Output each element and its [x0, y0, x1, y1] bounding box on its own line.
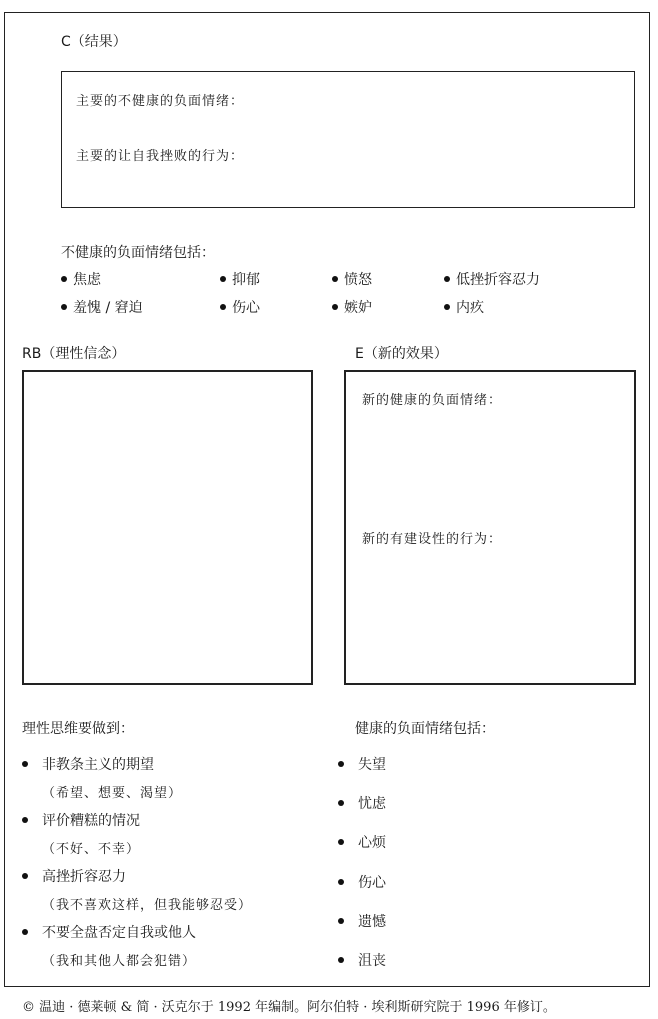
bullet-icon	[22, 929, 28, 935]
e-constructive-behavior-field: 新的有建设性的行为：	[362, 532, 503, 547]
bullet-icon	[220, 276, 226, 282]
list-item: 遗憾	[338, 911, 386, 931]
healthy-emotions-heading: 健康的负面情绪包括：	[355, 721, 495, 737]
rb-rational-belief-box[interactable]	[22, 370, 313, 685]
list-item: 焦虑	[61, 269, 101, 289]
c-self-defeating-behavior-field: 主要的让自我挫败的行为：	[76, 149, 245, 164]
bullet-icon	[22, 873, 28, 879]
list-item: 忧虑	[338, 793, 386, 813]
bullet-icon	[338, 879, 344, 885]
e-heading: E（新的效果）	[355, 346, 448, 362]
list-item: 羞愧 / 窘迫	[61, 297, 143, 317]
rb-heading: RB（理性信念）	[22, 346, 126, 362]
list-item: 愤怒	[332, 269, 372, 289]
bullet-icon	[338, 761, 344, 767]
bullet-icon	[444, 276, 450, 282]
list-item: 高挫折容忍力	[22, 866, 126, 886]
bullet-icon	[22, 761, 28, 767]
bullet-icon	[220, 304, 226, 310]
copyright-footer: © 温迪 · 德莱顿 & 简 · 沃克尔于 1992 年编制。阿尔伯特 · 埃利斯研究院于 1996 年修订。	[22, 1000, 556, 1015]
bullet-icon	[61, 276, 67, 282]
list-item: 伤心	[338, 872, 386, 892]
bullet-icon	[338, 839, 344, 845]
list-item: 不要全盘否定自我或他人	[22, 922, 196, 942]
bullet-icon	[332, 304, 338, 310]
list-item: 沮丧	[338, 950, 386, 970]
rational-heading: 理性思维要做到：	[22, 721, 134, 737]
bullet-icon	[338, 957, 344, 963]
bullet-icon	[338, 800, 344, 806]
list-item: 内疚	[444, 297, 484, 317]
bullet-icon	[338, 918, 344, 924]
e-healthy-emotion-field: 新的健康的负面情绪：	[362, 393, 503, 408]
bullet-icon	[444, 304, 450, 310]
list-item: 心烦	[338, 832, 386, 852]
list-item: 非教条主义的期望	[22, 754, 154, 774]
list-item: 嫉妒	[332, 297, 372, 317]
list-item: 评价糟糕的情况	[22, 810, 140, 830]
unhealthy-emotions-heading: 不健康的负面情绪包括：	[61, 245, 215, 261]
list-item: 伤心	[220, 297, 260, 317]
bullet-icon	[22, 817, 28, 823]
list-item-note: （我不喜欢这样，但我能够忍受）	[42, 898, 253, 913]
list-item-note: （希望、想要、渴望）	[42, 786, 183, 801]
list-item-note: （不好、不幸）	[42, 842, 141, 857]
list-item-note: （我和其他人都会犯错）	[42, 954, 197, 969]
bullet-icon	[332, 276, 338, 282]
c-unhealthy-emotion-field: 主要的不健康的负面情绪：	[76, 94, 245, 109]
c-heading: C（结果）	[61, 34, 127, 50]
list-item: 低挫折容忍力	[444, 269, 540, 289]
list-item: 失望	[338, 754, 386, 774]
bullet-icon	[61, 304, 67, 310]
list-item: 抑郁	[220, 269, 260, 289]
